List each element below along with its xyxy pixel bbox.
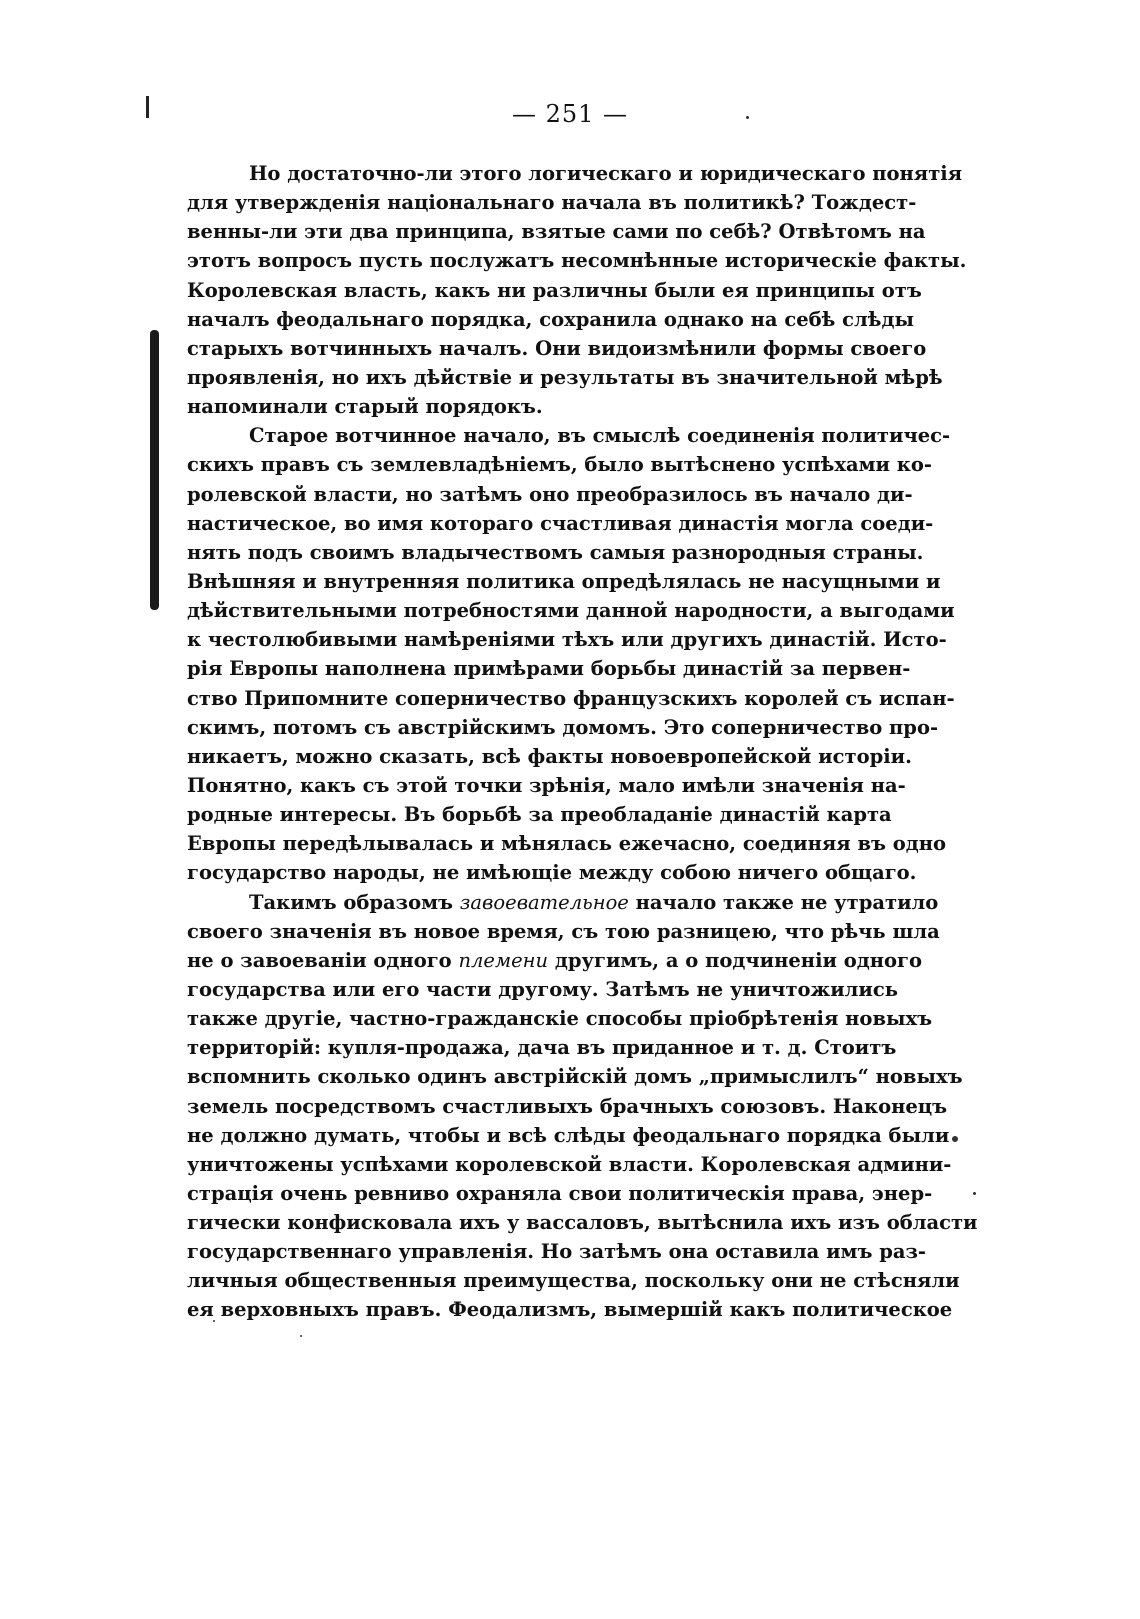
text-line: Но достаточно-ли этого логическаго и юридическаго понятія (249, 162, 963, 185)
scan-binding-shadow (150, 330, 159, 610)
text-line: своего значенія въ новое время, съ тою разницею, что рѣчь шла (187, 919, 940, 943)
text-line: рія Европы наполнена примѣрами борьбы династій за первен- (187, 657, 911, 681)
text-line: венны-ли эти два принципа, взятые сами по себѣ? Отвѣтомъ на (187, 220, 926, 244)
text-line: ство Припомните соперничество французскихъ королей съ испан- (187, 686, 955, 710)
text-line: уничтожены успѣхами королевской власти. Королевская админи- (187, 1152, 952, 1176)
text-line: настическое, во имя котораго счастливая династія могла соеди- (187, 511, 934, 535)
text-line: Такимъ образомъ завоевательное начало также не утратило (249, 890, 939, 914)
text-line: государственнаго управленія. Но затѣмъ она оставила имъ раз- (187, 1240, 927, 1264)
text-line: земель посредствомъ счастливыхъ брачныхъ союзовъ. Наконецъ (187, 1094, 948, 1118)
text-line: к честолюбивыми намѣреніями тѣхъ или другихъ династій. Исто- (187, 628, 947, 652)
text-line: Старое вотчинное начало, въ смыслѣ соединенія политичес- (249, 424, 951, 448)
scan-speck (973, 1192, 976, 1195)
text-line: вспомнить сколько одинъ австрійскій домъ „примыслилъ“ новыхъ (187, 1065, 963, 1089)
text-line: нять подъ своимъ владычествомъ самыя разнородныя страны. (187, 540, 924, 564)
text-line: Понятно, какъ съ этой точки зрѣнія, мало имѣли значенія на- (187, 773, 906, 797)
page-number: — 251 — (511, 100, 629, 128)
body-text (187, 159, 978, 1325)
text-line: скихъ правъ съ землевладѣніемъ, было вытѣснено успѣхами ко- (187, 453, 932, 477)
scan-speck (300, 1335, 302, 1337)
text-line: старыхъ вотчинныхъ началъ. Они видоизмѣнили формы своего (187, 336, 927, 360)
text-line: также другіе, частно-гражданскіе способы пріобрѣтенія новыхъ (187, 1007, 933, 1031)
text-line: гически конфисковала ихъ у вассаловъ, вытѣснила ихъ изъ области (187, 1211, 978, 1235)
text-line: государство народы, не имѣющіе между собою ничего общаго. (187, 861, 917, 885)
text-line: родные интересы. Въ борьбѣ за преобладаніе династій карта (187, 803, 892, 827)
text-line: началъ феодальнаго порядка, сохранила однако на себѣ слѣды (187, 307, 915, 331)
text-line: страція очень ревниво охраняла свои политическія права, энер- (187, 1181, 933, 1205)
text-line: территорій: купля-продажа, дача въ приданное и т. д. Стоитъ (187, 1036, 897, 1060)
text-line: дѣйствительными потребностями данной народности, а выгодами (187, 599, 955, 623)
text-line: не о завоеваніи одного племени другимъ, а о подчиненіи одного (187, 948, 922, 972)
text-line: Внѣшняя и внутренняя политика опредѣлялась не насущными и (187, 569, 941, 593)
text-line: напоминали старый порядокъ. (187, 395, 543, 419)
text-line: государства или его части другому. Затѣмъ не уничтожились (187, 977, 899, 1001)
text-line: проявленія, но ихъ дѣйствіе и результаты въ значительной мѣрѣ (187, 365, 943, 389)
text-line: этотъ вопросъ пусть послужатъ несомнѣнные историческіе факты. (187, 249, 967, 273)
text-line: скимъ, потомъ съ австрійскимъ домомъ. Это соперничество про- (187, 715, 939, 739)
text-line: для утвержденія національнаго начала въ политикѣ? Тождест- (187, 191, 917, 215)
text-line: Европы передѣлывалась и мѣнялась ежечасно, соединяя въ одно (187, 832, 947, 856)
text-line: ролевской власти, но затѣмъ оно преобразилось въ начало ди- (187, 482, 913, 506)
text-line: ея верховныхъ правъ. Феодализмъ, вымершій какъ политическое (187, 1298, 953, 1322)
text-line: никаетъ, можно сказать, всѣ факты новоевропейской исторіи. (187, 744, 912, 768)
text-line: личныя общественныя преимущества, поскольку они не стѣсняли (187, 1269, 960, 1293)
scan-speck (952, 1136, 958, 1142)
text-line: не должно думать, чтобы и всѣ слѣды феодальнаго порядка были (187, 1123, 950, 1147)
text-line: Королевская власть, какъ ни различны были ея принципы отъ (187, 278, 922, 302)
